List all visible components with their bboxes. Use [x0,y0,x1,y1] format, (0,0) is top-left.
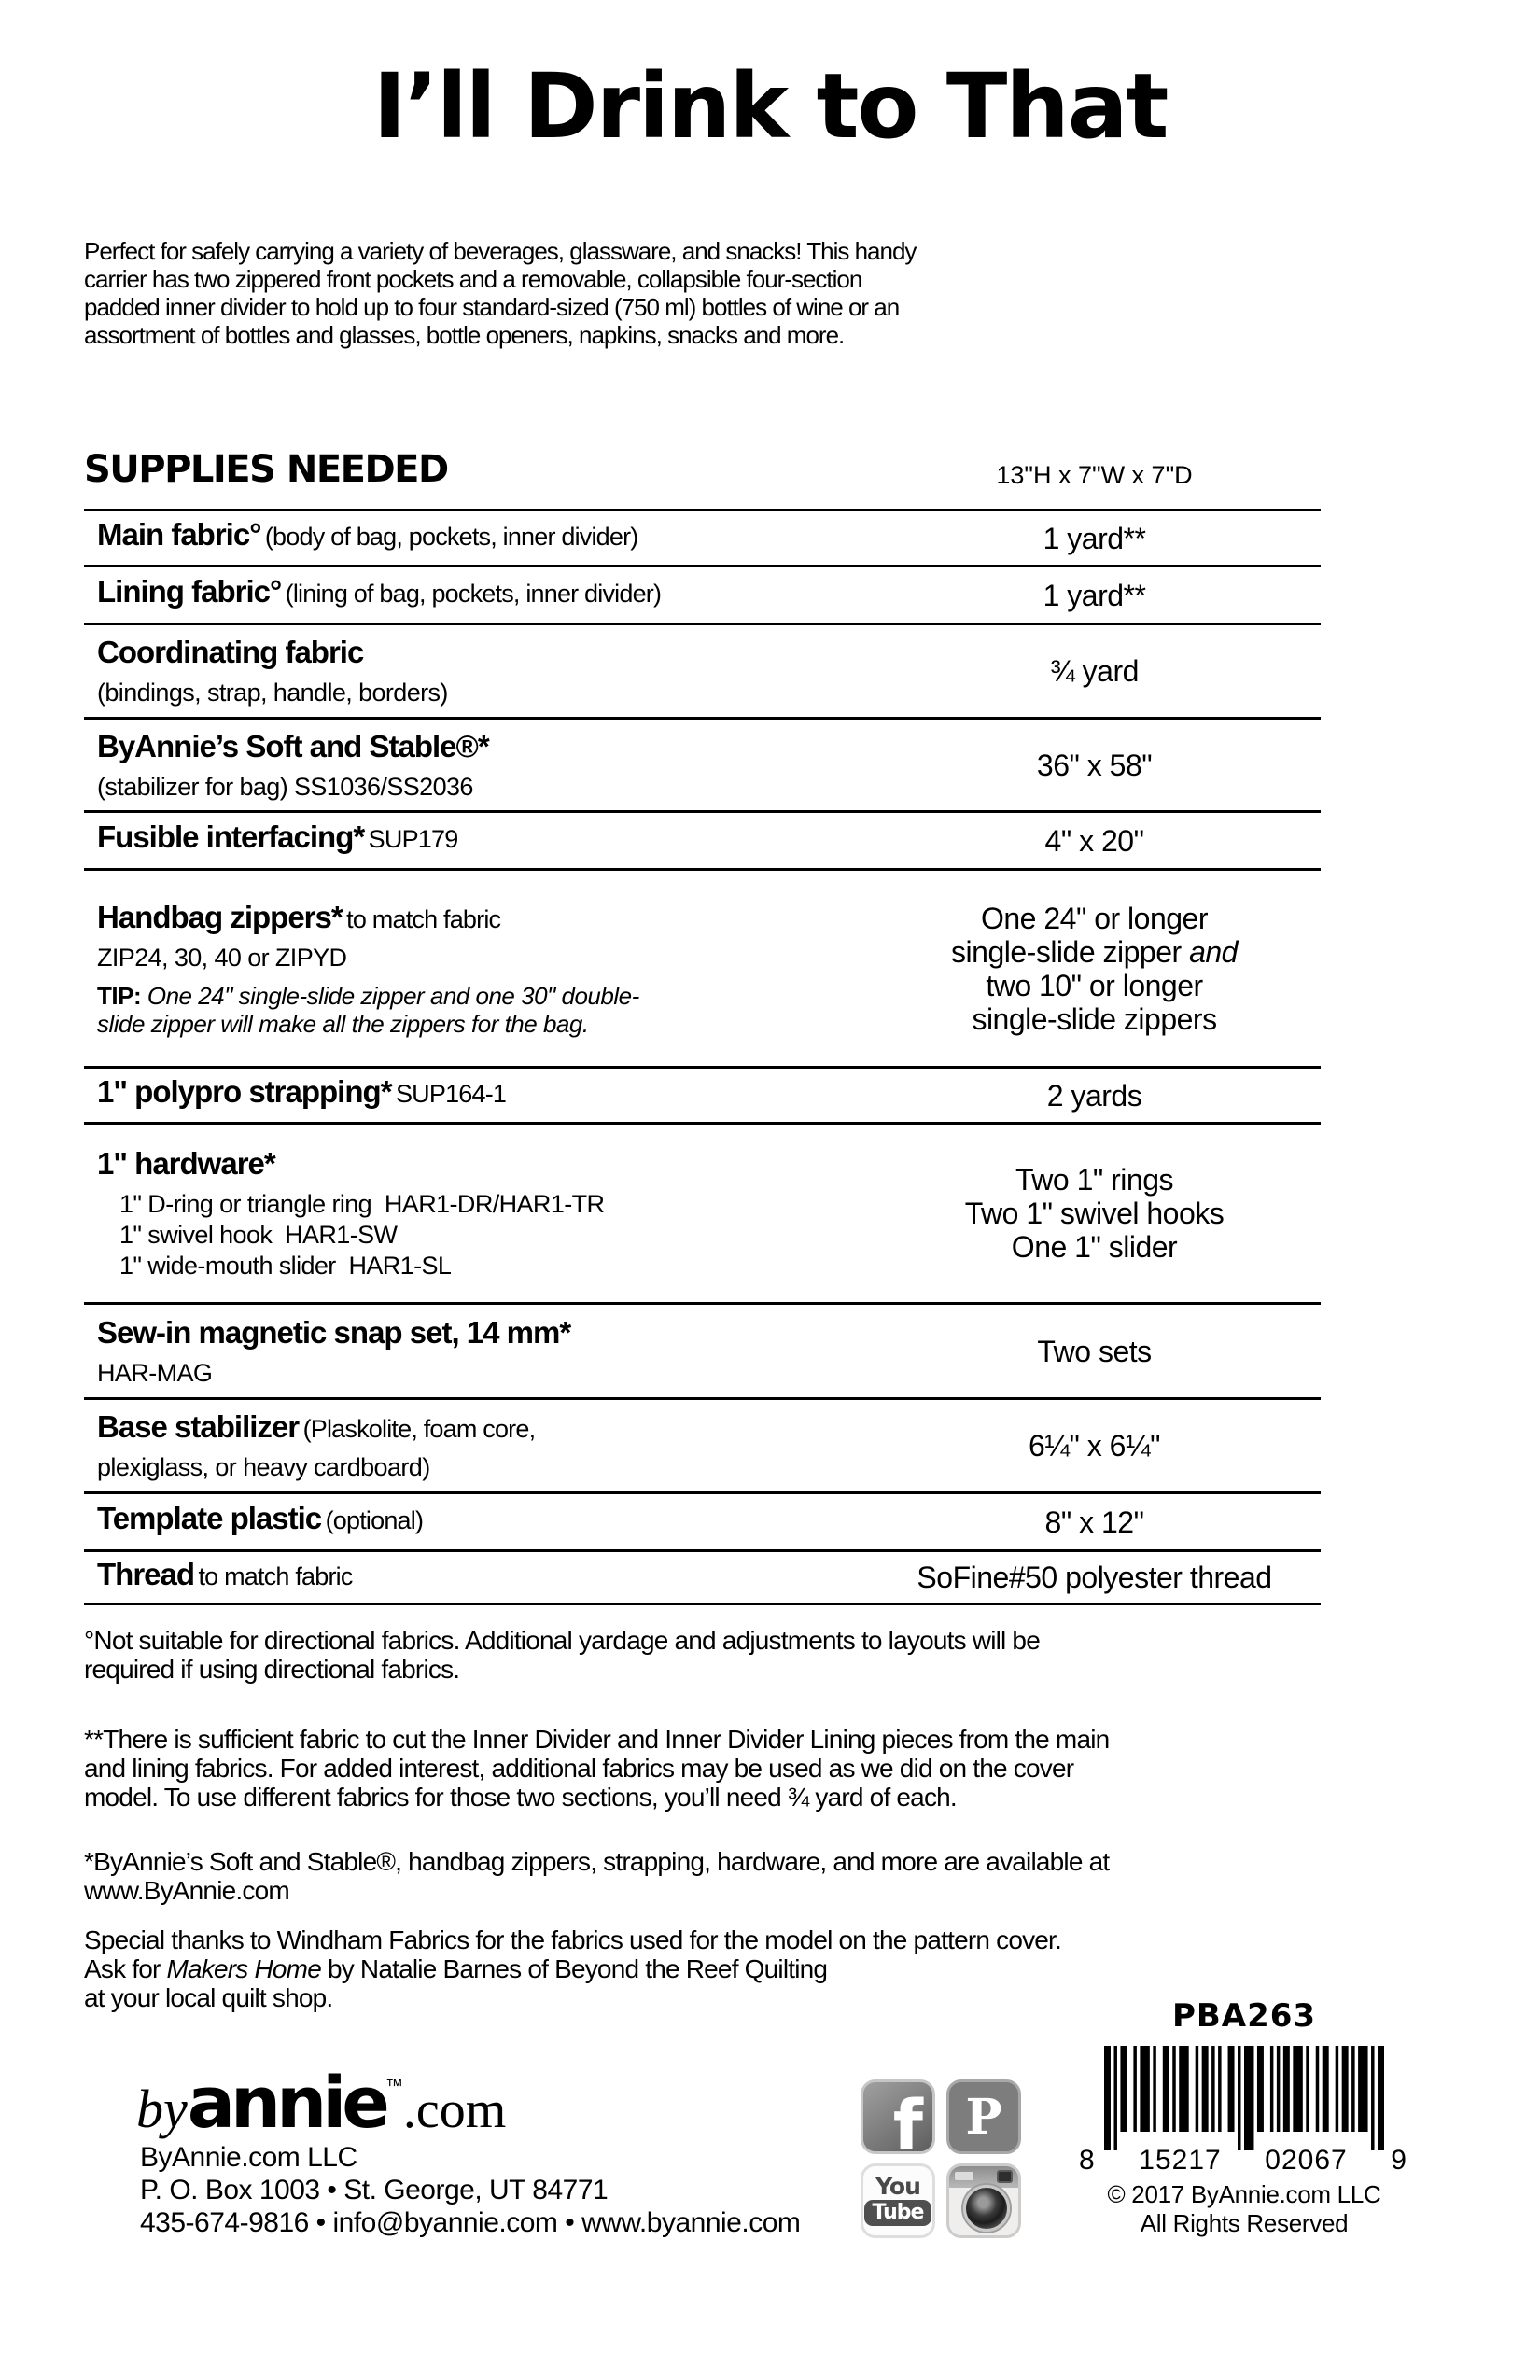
supply-quantity-cell [868,871,1321,1066]
supply-item-detail: plexiglass, or heavy cardboard) [97,1453,430,1481]
barcode-digit-group: 8 [1079,2145,1096,2176]
supply-item-name: Main fabric° (body of bag, pockets, inner divider) [97,517,638,552]
instagram-camera-label [955,2172,973,2180]
supply-quantity-cell [868,1552,1321,1603]
supply-row [84,1302,1321,1397]
supply-row [84,810,1321,868]
supply-quantity-cell [868,567,1321,623]
intro-paragraph: Perfect for safely carrying a variety of beverages, glassware, and snacks! This handy carrier has two zippered front pockets and a removable, collapsible four-section padded inner divider to hold up to four standard-sized (750 ml) bottles of wine or an assortment of bottles and glasses, bottle openers, napkins, snacks and more. [84,237,917,349]
supply-row [84,565,1321,623]
product-code: PBA263 [1171,1997,1317,2035]
supply-item-cell [84,1305,868,1397]
barcode-digits [1079,2145,1407,2177]
footnote: *ByAnnie’s Soft and Stable®, handbag zippers, strapping, hardware, and more are available at www.ByAnnie.com [84,1847,1110,1905]
logo-annie: annie [187,2061,385,2144]
supply-item-cell [84,567,868,623]
supply-item-cell [84,1125,868,1302]
supply-quantity-cell [868,511,1321,565]
supply-item-name: Lining fabric° (lining of bag, pockets, inner divider) [97,574,662,609]
supply-item-cell [84,1552,868,1603]
supply-quantity-line: 4" x 20" [1044,823,1144,858]
facebook-letter: f [892,2086,923,2154]
company-name: ByAnnie.com LLC [140,2142,357,2173]
supply-quantity-line: single-slide zippers [972,1001,1217,1036]
trademark-symbol: ™ [385,2077,403,2096]
footnote: **There is sufficient fabric to cut the Inner Divider and Inner Divider Lining pieces from the main and lining fabrics. For added interest, additional fabrics may be used as we did on the cover model. To use different fabrics for those two sections, you’ll need ¾ yard of each. [84,1725,1110,1812]
page-title: I’ll Drink to That [372,54,1168,159]
supply-item-cell [84,1400,868,1491]
supply-quantity-cell [868,720,1321,810]
youtube-label-bottom: Tube [864,2200,932,2226]
supply-item-name: Fusible interfacing* SUP179 [97,819,458,854]
footnotes [84,1626,1109,2012]
supply-item-detail: 1" swivel hook HAR1-SW [119,1221,398,1249]
supply-quantity-line: Two sets [1037,1334,1152,1368]
logo-by: by [136,2079,188,2139]
supply-quantity-line: 36" x 58" [1036,748,1153,782]
supply-quantity-cell [868,1494,1321,1549]
footnote: Special thanks to Windham Fabrics for the fabrics used for the model on the pattern cover. Ask for Makers Home by Natalie Barnes of Beyond the Reef Quilting at your local quilt shop. [84,1925,1062,2012]
supply-quantity-cell [868,1305,1321,1397]
barcode-digit-group: 02067 [1265,2145,1348,2176]
supply-item-cell [84,871,868,1066]
supply-item-name: ByAnnie’s Soft and Stable®* [97,728,489,763]
supply-item-detail: ZIP24, 30, 40 or ZIPYD [97,944,347,972]
supply-item-name: 1" hardware* [97,1146,275,1181]
supply-item-name: Handbag zippers* to match fabric [97,900,501,934]
supply-row [84,1491,1321,1549]
supply-quantity-line: One 1" slider [1011,1230,1178,1264]
supply-quantity-line: 6¼" x 6¼" [1029,1429,1160,1463]
supply-item-cell [84,813,868,868]
supply-item-note: (optional) [325,1506,424,1534]
supply-row [84,623,1321,717]
instagram-lens [963,2185,1010,2232]
barcode-digit-group: 9 [1391,2145,1407,2176]
copyright [1073,2180,1415,2238]
supply-row [84,1549,1321,1605]
pinterest-icon [946,2079,1021,2154]
footnote: °Not suitable for directional fabrics. Additional yardage and adjustments to layouts will be required if using directional fabrics. [84,1626,1040,1684]
supply-row [84,1122,1321,1302]
supply-item-note: SUP164-1 [395,1080,507,1108]
instagram-icon [946,2163,1021,2238]
supply-item-name: Base stabilizer (Plaskolite, foam core, [97,1409,536,1444]
youtube-icon [861,2163,935,2238]
supply-quantity-line: ¾ yard [1050,654,1139,688]
company-address: P. O. Box 1003 • St. George, UT 84771 [140,2175,609,2205]
facebook-icon [861,2079,935,2154]
supply-quantity-cell [868,813,1321,868]
supply-quantity-line: One 24" or longer [980,901,1208,935]
supply-quantity-line: 1 yard** [1043,521,1146,555]
instagram-viewfinder [997,2170,1013,2183]
supply-quantity-cell [868,625,1321,717]
supply-item-note: to match fabric [198,1561,353,1590]
supply-quantity-line: 2 yards [1046,1078,1142,1113]
supply-quantity-line: 8" x 12" [1044,1505,1144,1539]
company-info [140,2141,800,2239]
supply-quantity-line: 1 yard** [1043,578,1146,612]
supply-row [84,868,1321,1066]
supply-item-name: Coordinating fabric [97,635,364,669]
supply-item-note: (lining of bag, pockets, inner divider) [285,580,662,608]
supply-item-name: Thread to match fabric [97,1556,353,1591]
supply-item-note: SUP179 [368,825,458,853]
supply-quantity-line: two 10" or longer [986,968,1203,1002]
supply-row [84,717,1321,810]
supply-row [84,1066,1321,1122]
copyright-line1: © 2017 ByAnnie.com LLC [1107,2180,1381,2208]
supply-quantity-line: SoFine#50 polyester thread [917,1561,1272,1594]
supply-item-cell [84,1069,868,1122]
supply-item-note: to match fabric [346,905,501,933]
supply-item-detail: (stabilizer for bag) SS1036/SS2036 [97,772,473,801]
supply-item-name: 1" polypro strapping* SUP164-1 [97,1074,507,1109]
supply-quantity-cell [868,1125,1321,1302]
supply-quantity-cell [868,1400,1321,1491]
supply-item-note: (Plaskolite, foam core, [302,1415,536,1443]
supply-row [84,1397,1321,1491]
pinterest-letter: P [965,2088,1002,2146]
bag-dimensions: 13"H x 7"W x 7"D [996,461,1193,489]
supply-item-detail: 1" wide-mouth slider HAR1-SL [119,1252,452,1280]
byannie-logo [136,2061,506,2144]
supply-quantity-line: Two 1" swivel hooks [964,1197,1225,1230]
logo-com: .com [402,2081,507,2139]
supplies-table [84,509,1321,1605]
supply-quantity-line: Two 1" rings [1015,1163,1173,1197]
copyright-line2: All Rights Reserved [1140,2209,1349,2237]
supply-item-cell [84,1494,868,1549]
supply-quantity-line: single-slide zipper and [951,934,1238,969]
supply-item-detail: HAR-MAG [97,1358,213,1387]
supply-quantity-cell [868,1069,1321,1122]
supply-item-note: (body of bag, pockets, inner divider) [264,523,638,551]
youtube-label-top: You [875,2173,920,2200]
supply-item-detail: 1" D-ring or triangle ring HAR1-DR/HAR1-TR [119,1190,605,1218]
supply-item-name: Template plastic (optional) [97,1501,424,1535]
supply-item-name: Sew-in magnetic snap set, 14 mm* [97,1314,571,1350]
company-contact: 435-674-9816 • info@byannie.com • www.byannie.com [140,2207,801,2238]
supply-item-cell [84,511,868,565]
supply-row [84,509,1321,565]
supply-item-cell [84,625,868,717]
supply-tip: TIP: One 24" single-slide zipper and one 30" double- slide zipper will make all the zippers for the bag. [97,982,639,1038]
supplies-heading: SUPPLIES NEEDED [84,448,448,491]
barcode [1104,2046,1384,2150]
barcode-digit-group: 15217 [1139,2145,1222,2176]
supply-item-detail: (bindings, strap, handle, borders) [97,679,448,707]
supply-item-cell [84,720,868,810]
